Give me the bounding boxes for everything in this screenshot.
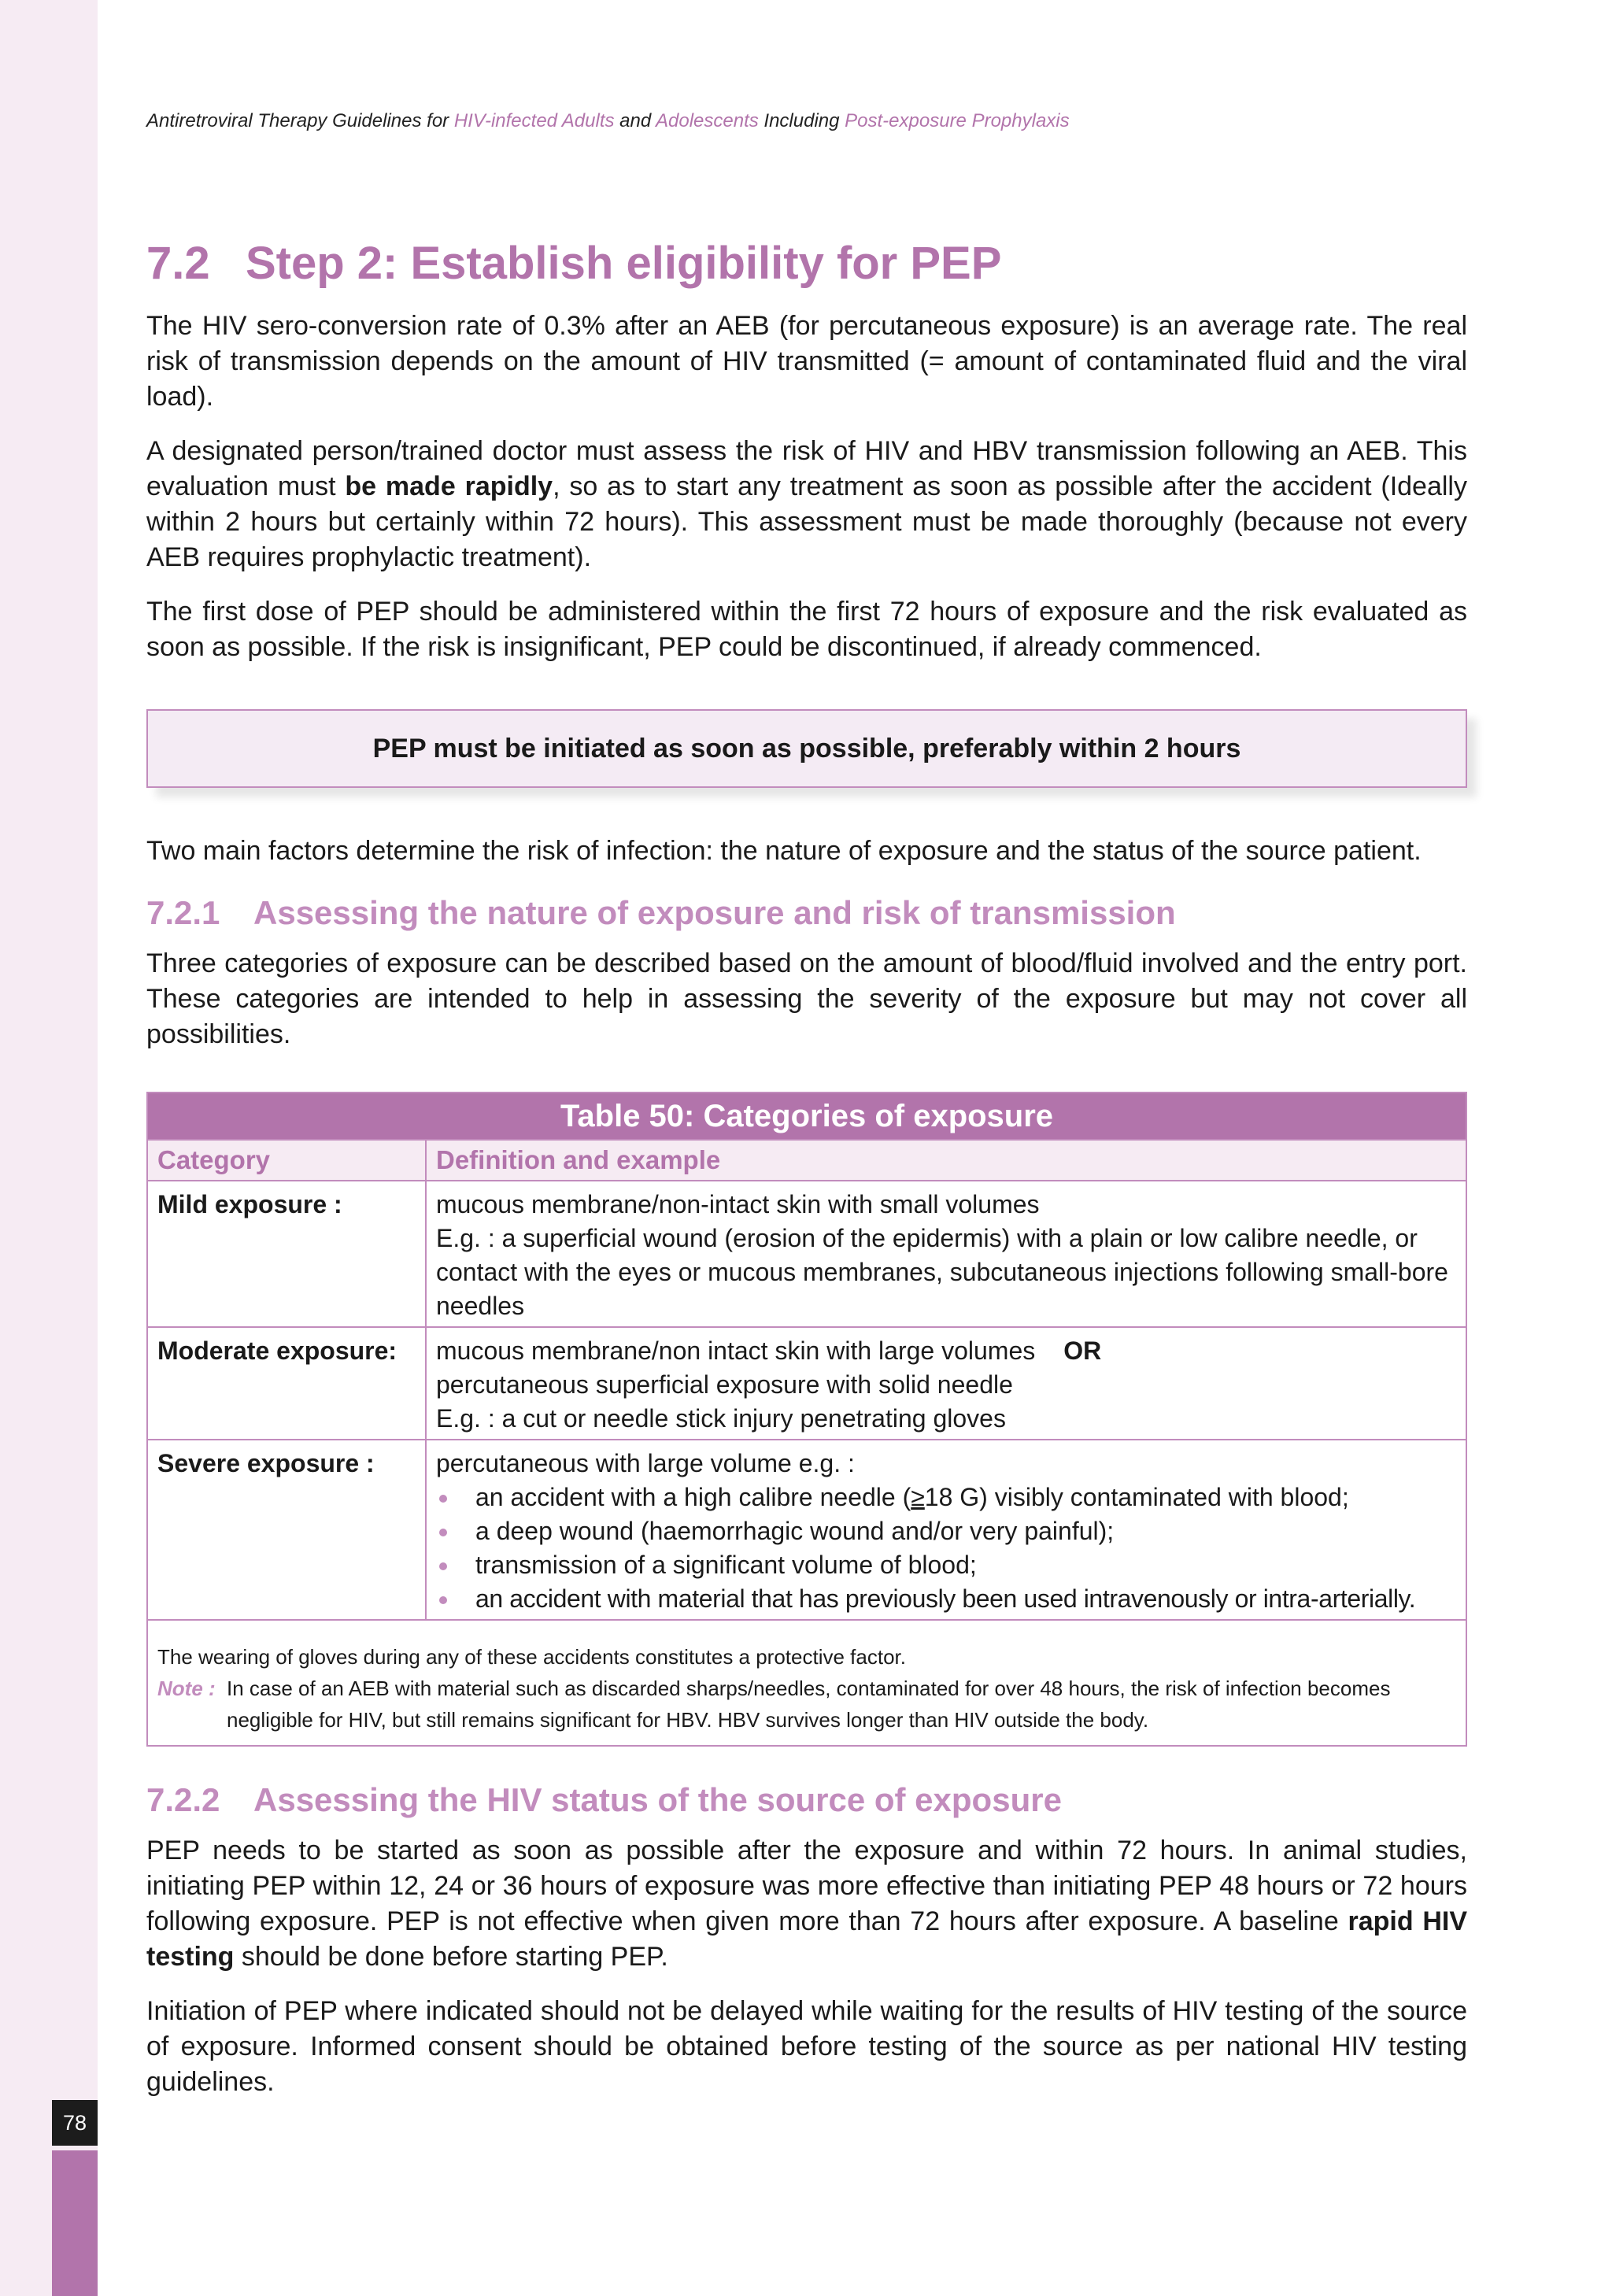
definition-line [436, 1334, 1456, 1368]
table-footer [148, 1621, 1466, 1745]
text-run: should be done before starting PEP. [234, 1942, 668, 1972]
subsection-title: Assessing the nature of exposure and risk of transmission [253, 894, 1176, 931]
paragraph: The first dose of PEP should be administered within the first 72 hours of exposure and the risk evaluated as soon as possible. If the risk is insignificant, PEP could be discontinued, if already commenced. [146, 597, 1467, 662]
note-text: In case of an AEB with material such as discarded sharps/needles, contaminated for over 48 hours, the risk of infection becomes negligible for HIV, but still remains significant for HBV. HBV survives longer than HIV outside the body. [227, 1677, 1391, 1732]
definition-line: percutaneous with large volume e.g. : [436, 1449, 855, 1477]
note-label: Note : [157, 1677, 216, 1700]
running-header-text: and [614, 110, 656, 131]
table-row [148, 1327, 1466, 1440]
definition-cell [426, 1181, 1466, 1327]
text-run: PEP needs to be started as soon as possible after the exposure and within 72 hours. In animal studies, initiating PEP within 12, 24 or 36 hours of exposure was more effective than initiating PEP 48 hours or 72 hours following exposure. PEP is not effective when given more than 72 hours after exposure. A baseline [146, 1836, 1467, 1936]
running-header-accent: HIV-infected Adults [453, 110, 615, 131]
definition-line: mucous membrane/non-intact skin with small volumes [436, 1190, 1040, 1218]
paragraph [146, 434, 1467, 575]
bullet-list [436, 1481, 1456, 1616]
list-item: transmission of a significant volume of blood; [436, 1548, 1456, 1582]
text-run: , so as to start any treatment as soon as possible after the accident (Ideally within 2 hours but certainly within 72 hours). This assessment must be made thoroughly (because not every AEB requires prophylactic treatment). [146, 471, 1467, 572]
table-row [148, 1181, 1466, 1327]
ge-symbol: ≥ [911, 1483, 925, 1511]
text-run: an accident with a high calibre needle ( [475, 1483, 911, 1511]
paragraph: The HIV sero-conversion rate of 0.3% after an AEB (for percutaneous exposure) is an average rate. The real risk of transmission depends on the amount of HIV transmitted (= amount of contaminated fluid and the viral load). [146, 311, 1467, 412]
definition-cell [426, 1327, 1466, 1440]
exposure-table [146, 1092, 1467, 1747]
section-heading [146, 233, 1467, 294]
subsection-number: 7.2.1 [146, 894, 220, 931]
bold-text: rapid HIV testing [146, 1906, 1467, 1972]
text-run: A designated person/trained doctor must assess the risk of HIV and HBV transmission following an AEB. This evaluation must [146, 436, 1467, 501]
category-cell: Moderate exposure: [148, 1327, 426, 1440]
table-header-row [148, 1140, 1466, 1181]
left-margin-strip [0, 0, 98, 2296]
definition-line: E.g. : a superficial wound (erosion of the epidermis) with a plain or low calibre needle, or contact with the eyes or mucous membranes, subcutaneous injections following small-bore needles [436, 1224, 1448, 1320]
running-header-text: Including [758, 110, 845, 131]
footer-text: The wearing of gloves during any of these accidents constitutes a protective factor. [157, 1645, 906, 1669]
column-header: Definition and example [426, 1140, 1466, 1181]
running-header-accent: Adolescents [656, 110, 759, 131]
list-item: an accident with material that has previously been used intravenously or intra-arterially. [436, 1582, 1456, 1616]
table-row [148, 1440, 1466, 1620]
bold-text: be made rapidly [345, 471, 553, 501]
paragraph: Initiation of PEP where indicated should not be delayed while waiting for the results of HIV testing of the source of exposure. Informed consent should be obtained before testing of the source as per national HIV testing guidelines. [146, 1996, 1467, 2097]
section-number: 7.2 [146, 238, 210, 289]
list-item: a deep wound (haemorrhagic wound and/or very painful); [436, 1514, 1456, 1548]
text-run: mucous membrane/non intact skin with large volumes [436, 1337, 1036, 1365]
table-note [157, 1673, 1456, 1736]
text-run: 18 G) visibly contaminated with blood; [924, 1483, 1349, 1511]
subsection-heading [146, 891, 1467, 935]
section-title: Step 2: Establish eligibility for PEP [246, 238, 1002, 289]
definition-line: percutaneous superficial exposure with solid needle [436, 1370, 1013, 1399]
column-header: Category [148, 1140, 426, 1181]
paragraph: Two main factors determine the risk of infection: the nature of exposure and the status of the source patient. [146, 836, 1422, 866]
callout-box: PEP must be initiated as soon as possible, preferably within 2 hours [146, 709, 1467, 788]
running-header [146, 110, 1469, 132]
table-title: Table 50: Categories of exposure [148, 1093, 1466, 1139]
category-cell: Mild exposure : [148, 1181, 426, 1327]
paragraph [146, 1833, 1467, 1975]
running-header-text: Antiretroviral Therapy Guidelines for [146, 110, 454, 131]
definition-line: E.g. : a cut or needle stick injury penetrating gloves [436, 1404, 1006, 1433]
or-label: OR [1063, 1337, 1102, 1365]
subsection-heading [146, 1778, 1467, 1822]
page-number: 78 [52, 2100, 98, 2146]
subsection-title: Assessing the HIV status of the source of exposure [253, 1781, 1062, 1818]
category-cell: Severe exposure : [148, 1440, 426, 1620]
list-item [436, 1481, 1456, 1514]
definition-cell [426, 1440, 1466, 1620]
subsection-number: 7.2.2 [146, 1781, 220, 1818]
paragraph: Three categories of exposure can be described based on the amount of blood/fluid involved and the entry port. These categories are intended to help in assessing the severity of the exposure but may not cover all possibilities. [146, 948, 1467, 1049]
page-content [146, 233, 1467, 2119]
margin-accent-bar [52, 2150, 98, 2296]
running-header-accent: Post-exposure Prophylaxis [845, 110, 1070, 131]
table-body [148, 1139, 1466, 1621]
